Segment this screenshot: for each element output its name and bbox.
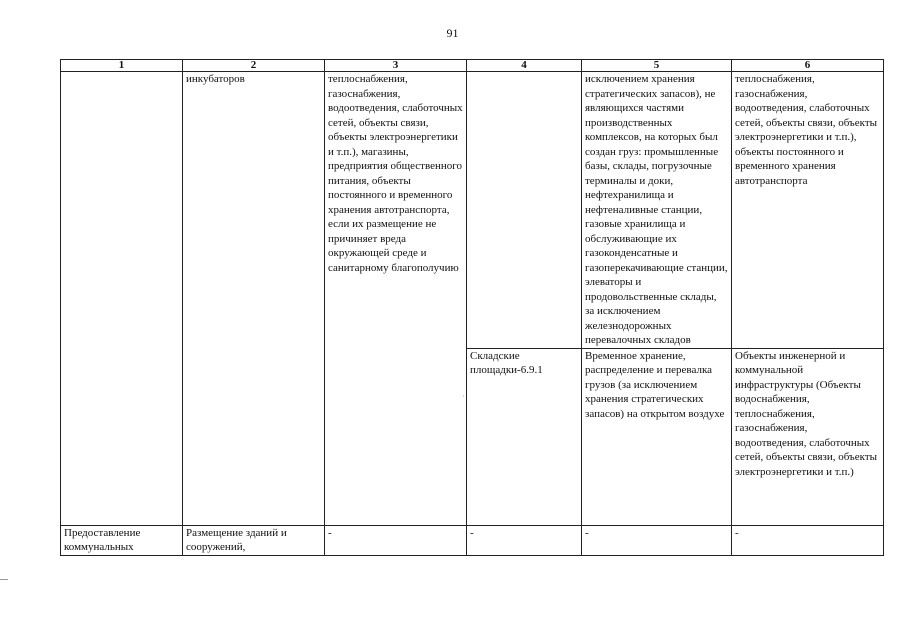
cell-row1b-col4: Складские площадки-6.9.1 <box>467 348 582 525</box>
scan-mark: · <box>462 392 465 401</box>
header-row <box>61 60 884 72</box>
cell-row1b-col6: Объекты инженерной и коммунальной инфраструктуры (Объекты водоснабжения, теплоснабжения, газоснабжения, водоотведения, слаботочных сетей, объекты связи, объекты электроэнергетики и т.п.) <box>732 348 884 525</box>
zoning-table <box>60 59 884 556</box>
table-row <box>61 525 884 555</box>
cell-row2-col4: - <box>467 525 582 555</box>
table-row <box>61 72 884 349</box>
cell-row1-col5: исключением хранения стратегических запасов), не являющихся частями производственных комплексов, на которых был создан груз: промышленные базы, склады, погрузочные терминалы и доки, нефтехранилища и нефтеналивные станции, газовые хранилища и обслуживающие их газоконденсатные и газоперекачивающие станции, элеваторы и продовольственные склады, за исключением железнодорожных перевалочных складов <box>582 72 732 349</box>
page-number: 91 <box>446 26 459 40</box>
cell-row1b-col5: Временное хранение, распределение и перевалка грузов (за исключением хранения стратегических запасов) на открытом воздухе <box>582 348 732 525</box>
column-header-5: 5 <box>582 60 732 72</box>
column-header-3: 3 <box>325 60 467 72</box>
cell-row1-col1 <box>61 72 183 526</box>
cell-row2-col5: - <box>582 525 732 555</box>
cell-row2-col1: Предоставление коммунальных <box>61 525 183 555</box>
cell-row2-col6: - <box>732 525 884 555</box>
cell-row1-col2: инкубаторов <box>183 72 325 526</box>
cell-row2-col2: Размещение зданий и сооружений, <box>183 525 325 555</box>
column-header-2: 2 <box>183 60 325 72</box>
column-header-4: 4 <box>467 60 582 72</box>
cell-row1-col4 <box>467 72 582 349</box>
cell-row2-col3: - <box>325 525 467 555</box>
column-header-6: 6 <box>732 60 884 72</box>
cell-row1-col3: теплоснабжения, газоснабжения, водоотведения, слаботочных сетей, объекты связи, объекты электроэнергетики и т.п.), магазины, предприятия общественного питания, объекты постоянного и временного хранения автотранспорта, если их размещение не причиняет вреда окружающей среде и санитарному благополучию <box>325 72 467 526</box>
cell-row1-col6: теплоснабжения, газоснабжения, водоотведения, слаботочных сетей, объекты связи, объекты электроэнергетики и т.п.), объекты постоянного и временного хранения автотранспорта <box>732 72 884 349</box>
margin-tick <box>0 579 8 580</box>
column-header-1: 1 <box>61 60 183 72</box>
